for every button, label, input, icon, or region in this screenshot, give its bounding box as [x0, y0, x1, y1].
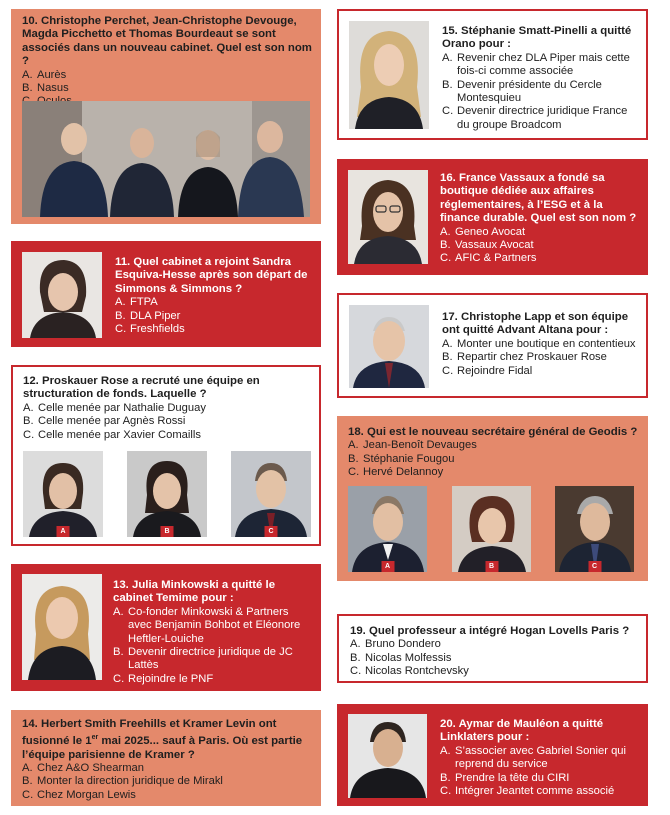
portrait-12-a	[23, 451, 103, 537]
portrait-18-c	[555, 486, 634, 572]
option-10-b: B. Nasus	[22, 82, 69, 95]
quiz-card-16	[337, 159, 648, 275]
option-12-c: C. Celle menée par Xavier Comaills	[23, 428, 201, 441]
question-10: 10. Christophe Perchet, Jean-Christophe Devouge, Magda Picchetto et Thomas Bourdeaut se sont associés dans un nouveau cabinet. Quel est son nom ?	[22, 15, 312, 68]
badge-12-b: B	[161, 526, 174, 537]
badge-18-a: A	[381, 561, 394, 572]
question-17: 17. Christophe Lapp et son équipe ont quitté Advant Altana pour :	[442, 311, 629, 337]
option-14-a: A. Chez A&O Shearman	[22, 762, 144, 775]
option-20-b: B. Prendre la tête du CIRI	[440, 771, 570, 784]
option-13-c: C. Rejoindre le PNF	[113, 672, 214, 685]
option-16-b: B. Vassaux Avocat	[440, 239, 534, 252]
option-12-b: B. Celle menée par Agnès Rossi	[23, 415, 186, 428]
option-20-c: C. Intégrer Jeantet comme associé	[440, 785, 615, 798]
quiz-card-12	[11, 365, 321, 546]
quiz-card-15	[337, 9, 648, 140]
question-18: 18. Qui est le nouveau secrétaire général de Geodis ?	[348, 426, 638, 438]
question-12: 12. Proskauer Rose a recruté une équipe en structuration de fonds. Laquelle ?	[23, 375, 260, 401]
portrait-18-b	[452, 486, 531, 572]
portrait-12-b	[127, 451, 207, 537]
quiz-card-13	[11, 564, 321, 691]
option-15-b: B. Devenir présidente du Cercle Montesquieu	[442, 78, 602, 105]
option-15-c: C. Devenir directrice juridique France du groupe Broadcom	[442, 105, 628, 131]
question-19: 19. Quel professeur a intégré Hogan Lovells Paris ?	[350, 625, 630, 637]
option-19-a: A. Bruno Dondero	[350, 638, 441, 651]
portrait-france-vassaux	[348, 170, 428, 264]
portrait-aymar-de-mauleon	[348, 714, 427, 798]
portrait-stephanie-smatt-pinelli	[349, 21, 429, 129]
quiz-card-19	[337, 614, 648, 683]
option-13-b: B. Devenir directrice juridique de JC Lattès	[113, 646, 293, 672]
quiz-card-11	[11, 241, 321, 347]
question-16: 16. France Vassaux a fondé sa boutique dédiée aux affaires réglementaires, à l’ESG et à la finance durable. Quel est son nom ?	[440, 172, 637, 225]
option-16-a: A. Geneo Avocat	[440, 225, 526, 238]
group-photo-10	[22, 101, 310, 217]
quiz-card-14	[11, 710, 321, 806]
badge-12-a: A	[57, 526, 70, 537]
option-18-b: B. Stéphanie Fougou	[348, 452, 455, 465]
question-11: 11. Quel cabinet a rejoint Sandra Esquiva-Hesse après son départ de Simmons & Simmons ?	[115, 256, 308, 295]
option-17-c: C. Rejoindre Fidal	[442, 364, 533, 377]
portrait-julia-minkowski	[22, 574, 102, 680]
option-17-b: B. Repartir chez Proskauer Rose	[442, 351, 607, 364]
option-10-a: A. Aurès	[22, 68, 67, 81]
badge-12-c: C	[265, 526, 278, 537]
question-20: 20. Aymar de Mauléon a quitté Linklaters pour :	[440, 718, 604, 744]
portrait-christophe-lapp	[349, 305, 429, 388]
portrait-18-a	[348, 486, 427, 572]
option-14-b: B. Monter la direction juridique de Mirakl	[22, 775, 223, 788]
portrait-sandra-esquiva-hesse	[22, 252, 102, 338]
question-14: 14. Herbert Smith Freehills et Kramer Levin ont fusionné le 1er mai 2025... sauf à Paris. Où est partie l’équipe parisienne de Kramer ?	[22, 718, 303, 761]
option-11-b: B. DLA Piper	[115, 309, 181, 322]
badge-18-b: B	[485, 561, 498, 572]
option-15-a: A. Revenir chez DLA Piper mais cette fois-ci comme associée	[442, 51, 630, 78]
quiz-card-17	[337, 293, 648, 398]
question-15: 15. Stéphanie Smatt-Pinelli a quitté Orano pour :	[442, 25, 632, 51]
option-12-a: A. Celle menée par Nathalie Duguay	[23, 401, 206, 414]
portrait-12-c	[231, 451, 311, 537]
option-16-c: C. AFIC & Partners	[440, 252, 537, 265]
badge-18-c: C	[588, 561, 601, 572]
option-17-a: A. Monter une boutique en contentieux	[442, 337, 636, 350]
question-13: 13. Julia Minkowski a quitté le cabinet Temime pour :	[113, 579, 276, 605]
option-19-b: B. Nicolas Molfessis	[350, 651, 452, 664]
option-18-c: C. Hervé Delannoy	[348, 466, 444, 479]
quiz-card-18	[337, 416, 648, 581]
option-18-a: A. Jean-Benoît Devauges	[348, 439, 477, 452]
option-20-a: A. S’associer avec Gabriel Sonier qui reprend du service	[440, 744, 627, 771]
option-11-c: C. Freshfields	[115, 323, 185, 336]
quiz-card-10	[11, 9, 321, 224]
option-11-a: A. FTPA	[115, 296, 158, 309]
option-14-c: C. Chez Morgan Lewis	[22, 788, 136, 801]
option-13-a: A. Co-fonder Minkowski & Partners avec Benjamin Bohbot et Eléonore Heftler-Louiche	[113, 605, 301, 645]
quiz-card-20	[337, 704, 648, 806]
option-19-c: C. Nicolas Rontchevsky	[350, 665, 469, 678]
